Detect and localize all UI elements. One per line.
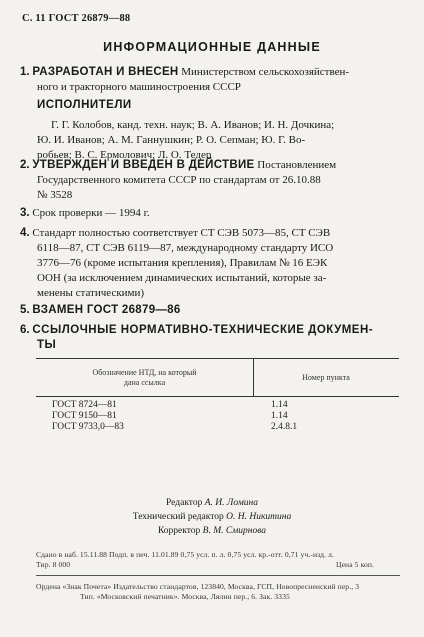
imprint-line-4: Тип. «Московский печатник». Москва, Лялин пер., 6. Зак. 3335 bbox=[80, 592, 290, 601]
section-number: 4. bbox=[20, 227, 30, 239]
section-6 bbox=[20, 323, 373, 338]
section-number: 5. bbox=[20, 304, 30, 316]
table-header-line: дана ссылка bbox=[123, 378, 166, 387]
imprint-line-1: Сдано в наб. 15.11.88 Подп. в печ. 11.01.89 0,75 усл. п. л. 0,75 усл. кр.-отт. 0,71 уч.-изд. л. bbox=[36, 550, 334, 559]
section-2-line-3: № 3528 bbox=[37, 189, 73, 201]
section-4-line-4: ООН (за исключением динамических испытаний, которые за- bbox=[37, 272, 327, 284]
section-1-line-2: ного и тракторного машиностроения СССР bbox=[37, 81, 241, 93]
editor-name: А. И. Ломина bbox=[204, 498, 258, 508]
editor-role: Редактор bbox=[166, 498, 203, 508]
section-5 bbox=[20, 303, 181, 318]
editor-line bbox=[0, 498, 424, 508]
performers-line-1: Г. Г. Колобов, канд. техн. наук; В. А. Иванов; И. Н. Дочкина; bbox=[51, 119, 335, 131]
section-lead: РАЗРАБОТАН И ВНЕСЕН bbox=[32, 66, 179, 78]
table-cell-item: 1.14 bbox=[271, 411, 288, 421]
page-title: ИНФОРМАЦИОННЫЕ ДАННЫЕ bbox=[103, 40, 321, 54]
editor-role: Технический редактор bbox=[132, 512, 224, 522]
section-4-line-2: 6118—87, СТ СЭВ 6119—87, международному стандарту ИСО bbox=[37, 242, 334, 254]
section-number: 3. bbox=[20, 207, 30, 219]
imprint-divider bbox=[36, 575, 400, 576]
performers-heading: ИСПОЛНИТЕЛИ bbox=[37, 99, 132, 111]
section-text: Постановлением bbox=[257, 159, 337, 171]
section-4-line-5: менены статическими) bbox=[37, 287, 145, 299]
table-header-item: Номер пункта bbox=[302, 373, 350, 382]
section-text: Стандарт полностью соответствует СТ СЭВ 5073—85, СТ СЭВ bbox=[32, 227, 331, 239]
section-lead: УТВЕРЖДЕН И ВВЕДЕН В ДЕЙСТВИЕ bbox=[32, 159, 255, 171]
section-4-line-3: 3776—76 (кроме испытания крепления), Правилам № 16 ЕЭК bbox=[37, 257, 328, 269]
section-4 bbox=[20, 226, 330, 241]
table-header-designation bbox=[36, 368, 253, 388]
imprint-line-2-left: Тир. 8 000 bbox=[36, 560, 71, 569]
section-6-line-2: ТЫ bbox=[37, 339, 57, 351]
section-number: 1. bbox=[20, 66, 30, 78]
table-header-line: Обозначение НТД, на который bbox=[92, 368, 197, 377]
section-text: Министерством сельскохозяйствен- bbox=[181, 66, 350, 78]
table-row: ГОСТ 9150—81 bbox=[52, 411, 117, 421]
section-1 bbox=[20, 65, 349, 80]
tech-editor-line bbox=[0, 512, 424, 522]
performers-line-2: Ю. И. Иванов; А. М. Ганнушкин; Р. О. Сепман; Ю. Г. Во- bbox=[37, 134, 306, 146]
section-3 bbox=[20, 206, 150, 221]
imprint-line-2-right: Цена 5 коп. bbox=[336, 560, 375, 569]
performers-line-3: робьев; В. С. Ермолович; Л. О. Тедер bbox=[37, 149, 212, 161]
table-rule-header bbox=[36, 396, 399, 397]
table-cell-item: 1.14 bbox=[271, 400, 288, 410]
table-row: ГОСТ 9733,0—83 bbox=[52, 422, 124, 432]
imprint-line-3: Ордена «Знак Почета» Издательство стандартов, 123840, Москва, ГСП, Новопресненский пер., 3 bbox=[36, 582, 360, 591]
section-2-line-2: Государственного комитета СССР по стандартам от 26.10.88 bbox=[37, 174, 321, 186]
section-2 bbox=[20, 158, 336, 173]
editor-role: Корректор bbox=[157, 526, 201, 536]
table-cell-item: 2.4.8.1 bbox=[271, 422, 298, 432]
table-row: ГОСТ 8724—81 bbox=[52, 400, 117, 410]
section-text: Срок проверки — 1994 г. bbox=[32, 207, 150, 219]
section-number: 6. bbox=[20, 324, 30, 336]
section-number: 2. bbox=[20, 159, 30, 171]
corrector-line bbox=[0, 526, 424, 536]
section-text: ССЫЛОЧНЫЕ НОРМАТИВНО-ТЕХНИЧЕСКИЕ ДОКУМЕН- bbox=[32, 324, 374, 336]
page-header: С. 11 ГОСТ 26879—88 bbox=[22, 13, 131, 24]
table-rule-top bbox=[36, 358, 399, 359]
editor-name: В. М. Смирнова bbox=[202, 526, 267, 536]
section-text: ВЗАМЕН ГОСТ 26879—86 bbox=[32, 304, 181, 316]
editor-name: О. Н. Никитина bbox=[226, 512, 292, 522]
